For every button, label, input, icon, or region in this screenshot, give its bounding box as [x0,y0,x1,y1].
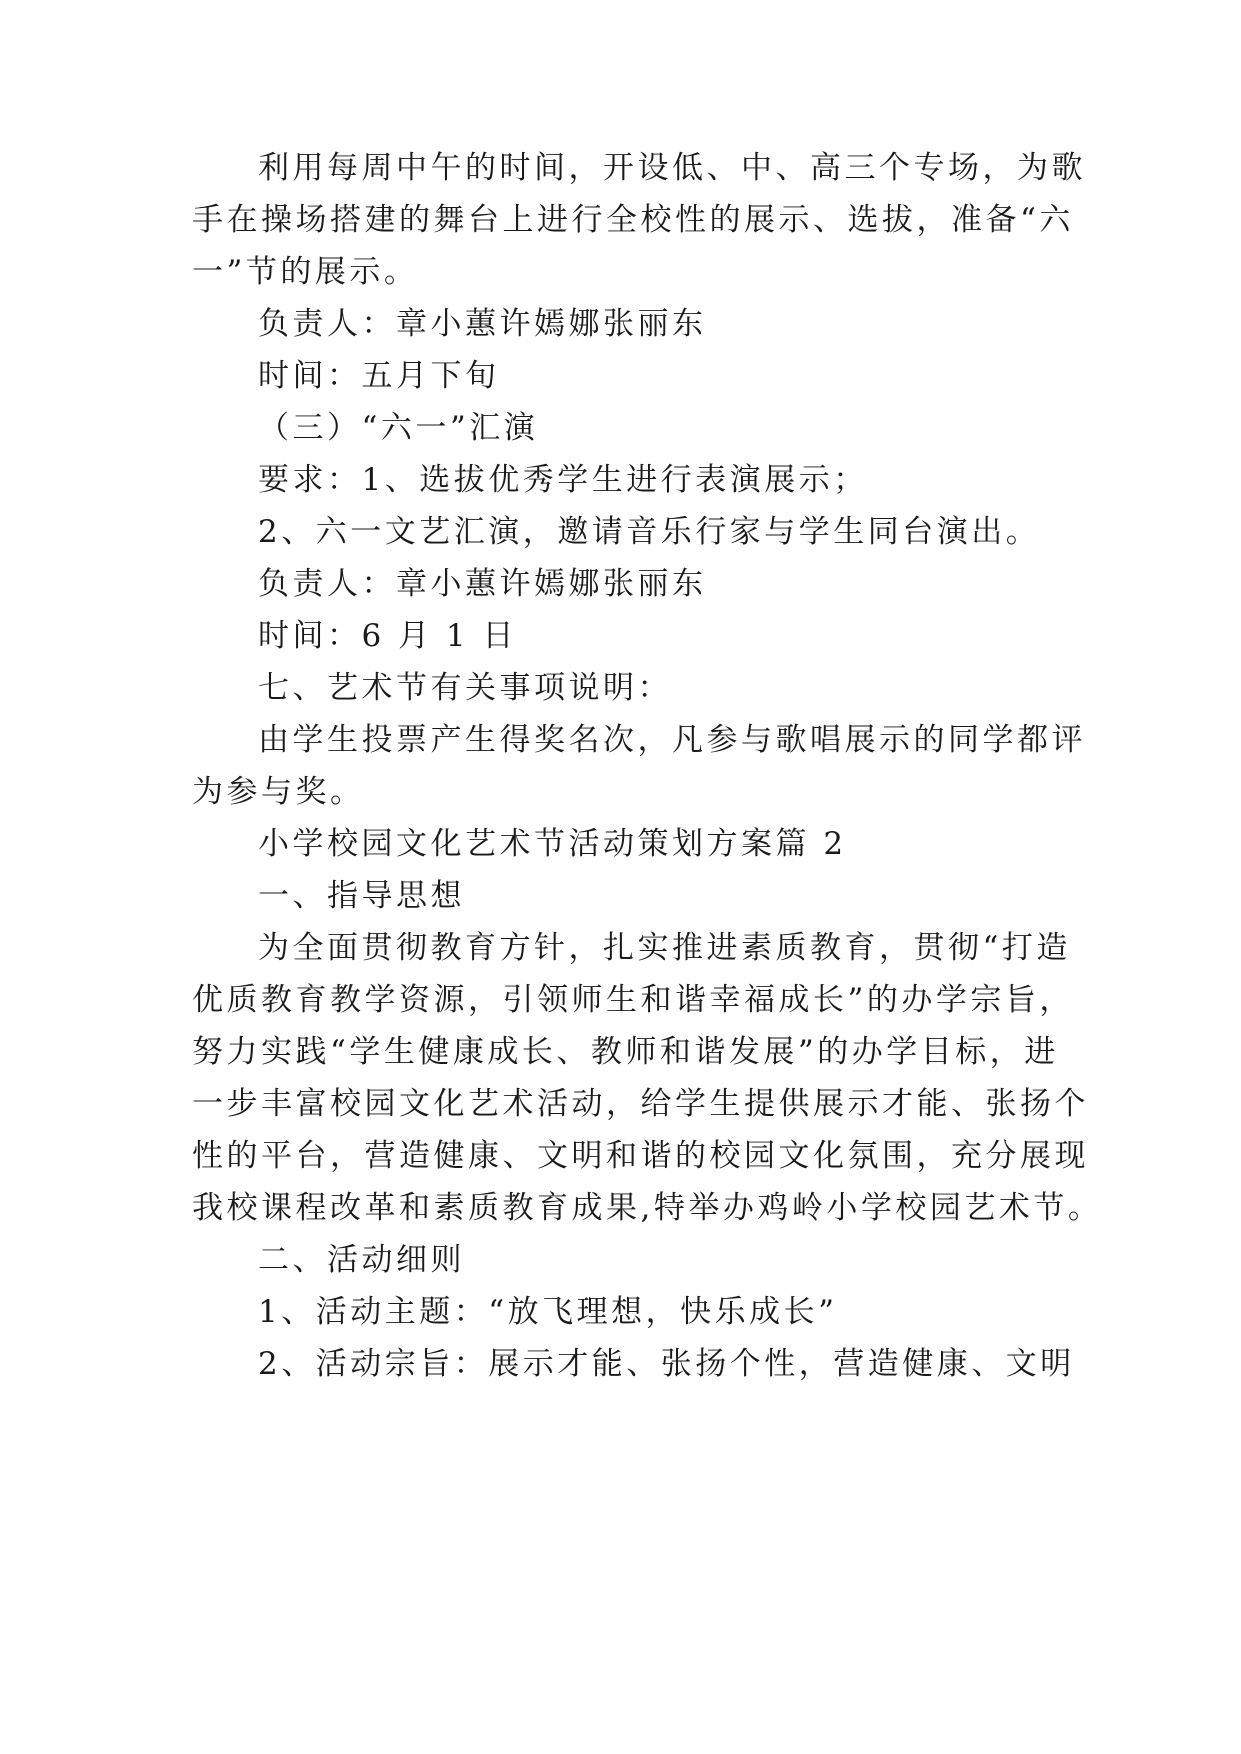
paragraph-line: 2、六一文艺汇演，邀请音乐行家与学生同台演出。 [258,514,1041,550]
section-heading: 一、指导思想 [258,878,465,914]
section-heading: （三）“六一”汇演 [258,410,539,446]
paragraph-line: 利用每周中午的时间，开设低、中、高三个专场，为歌 [258,150,1086,186]
paragraph-line: 一”节的展示。 [192,254,419,290]
paragraph-line: 为参与奖。 [192,774,365,810]
section-heading: 二、活动细则 [258,1242,465,1278]
paragraph-line: 要求：1、选拔优秀学生进行表演展示； [258,462,868,498]
paragraph-line: 努力实践“学生健康成长、教师和谐发展”的办学目标，进 [192,1034,1059,1070]
paragraph-line: 一步丰富校园文化艺术活动，给学生提供展示才能、张扬个 [192,1086,1089,1122]
paragraph-line: 负责人：章小蕙许嫣娜张丽东 [258,306,707,342]
document-title: 小学校园文化艺术节活动策划方案篇 2 [258,826,847,862]
paragraph-line: 1、活动主题：“放飞理想，快乐成长” [258,1294,838,1330]
paragraph-line: 负责人：章小蕙许嫣娜张丽东 [258,566,707,602]
paragraph-line: 为全面贯彻教育方针，扎实推进素质教育，贯彻“打造 [258,930,1071,966]
paragraph-line: 手在操场搭建的舞台上进行全校性的展示、选拔，准备“六 [192,202,1074,238]
paragraph-line: 由学生投票产生得奖名次，凡参与歌唱展示的同学都评 [258,722,1086,758]
paragraph-line: 我校课程改革和素质教育成果,特举办鸡岭小学校园艺术节。 [192,1190,1103,1226]
section-heading: 七、艺术节有关事项说明： [258,670,672,706]
paragraph-line: 时间：6 月 1 日 [258,618,518,654]
paragraph-line: 时间：五月下旬 [258,358,500,394]
paragraph-line: 优质教育教学资源，引领师生和谐幸福成长”的办学宗旨， [192,982,1074,1018]
paragraph-line: 性的平台，营造健康、文明和谐的校园文化氛围，充分展现 [192,1138,1089,1174]
paragraph-line: 2、活动宗旨：展示才能、张扬个性，营造健康、文明 [258,1346,1075,1382]
